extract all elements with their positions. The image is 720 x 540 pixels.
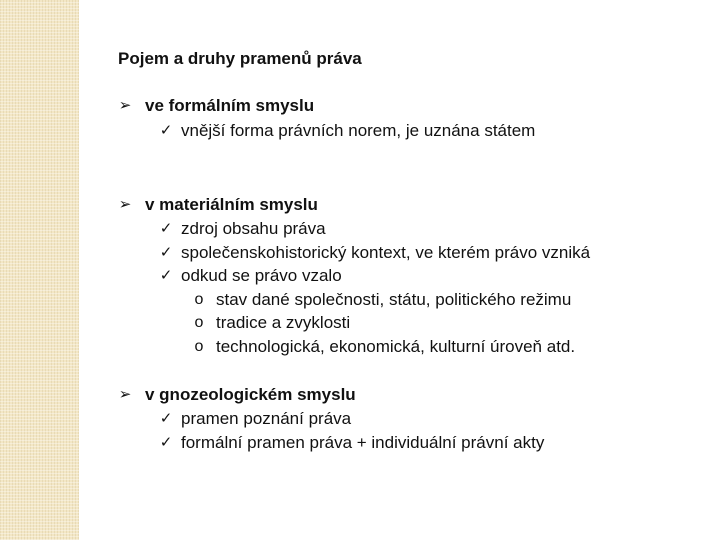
list-item bbox=[159, 219, 326, 239]
sub-list-item-text: technologická, ekonomická, kulturní úroveň atd. bbox=[216, 337, 576, 356]
slide-title: Pojem a druhy pramenů práva bbox=[118, 49, 362, 68]
list-item-text: odkud se právo vzalo bbox=[181, 266, 342, 285]
list-item-text: pramen poznání práva bbox=[181, 409, 352, 428]
section-heading-formal bbox=[118, 96, 315, 116]
section-heading-gnoseological bbox=[118, 385, 356, 405]
list-item-text: zdroj obsahu práva bbox=[181, 219, 326, 238]
sub-list-item bbox=[194, 337, 576, 357]
sub-list-item bbox=[194, 290, 572, 310]
list-item bbox=[159, 243, 591, 263]
arrow-bullet-icon: ➢ bbox=[118, 196, 132, 213]
section-heading-text: v materiálním smyslu bbox=[145, 195, 318, 214]
section-heading-material bbox=[118, 195, 318, 215]
list-item bbox=[159, 121, 536, 141]
arrow-bullet-icon: ➢ bbox=[118, 97, 132, 114]
check-bullet-icon: ✓ bbox=[159, 244, 173, 261]
list-item bbox=[159, 266, 342, 286]
check-bullet-icon: ✓ bbox=[159, 220, 173, 237]
sub-list-item bbox=[194, 313, 351, 333]
list-item bbox=[159, 433, 545, 453]
check-bullet-icon: ✓ bbox=[159, 122, 173, 139]
section-heading-text: ve formálním smyslu bbox=[145, 96, 315, 115]
list-item-text: společenskohistorický kontext, ve kterém právo vzniká bbox=[181, 243, 591, 262]
list-item-text: vnější forma právních norem, je uznána státem bbox=[181, 121, 536, 140]
list-item bbox=[159, 409, 352, 429]
check-bullet-icon: ✓ bbox=[159, 410, 173, 427]
circle-bullet-icon: o bbox=[194, 314, 204, 331]
check-bullet-icon: ✓ bbox=[159, 434, 173, 451]
list-item-text: formální pramen práva + individuální právní akty bbox=[181, 433, 545, 452]
arrow-bullet-icon: ➢ bbox=[118, 386, 132, 403]
circle-bullet-icon: o bbox=[194, 291, 204, 308]
sub-list-item-text: tradice a zvyklosti bbox=[216, 313, 351, 332]
sub-list-item-text: stav dané společnosti, státu, politického režimu bbox=[216, 290, 572, 309]
check-bullet-icon: ✓ bbox=[159, 267, 173, 284]
section-heading-text: v gnozeologickém smyslu bbox=[145, 385, 356, 404]
circle-bullet-icon: o bbox=[194, 338, 204, 355]
